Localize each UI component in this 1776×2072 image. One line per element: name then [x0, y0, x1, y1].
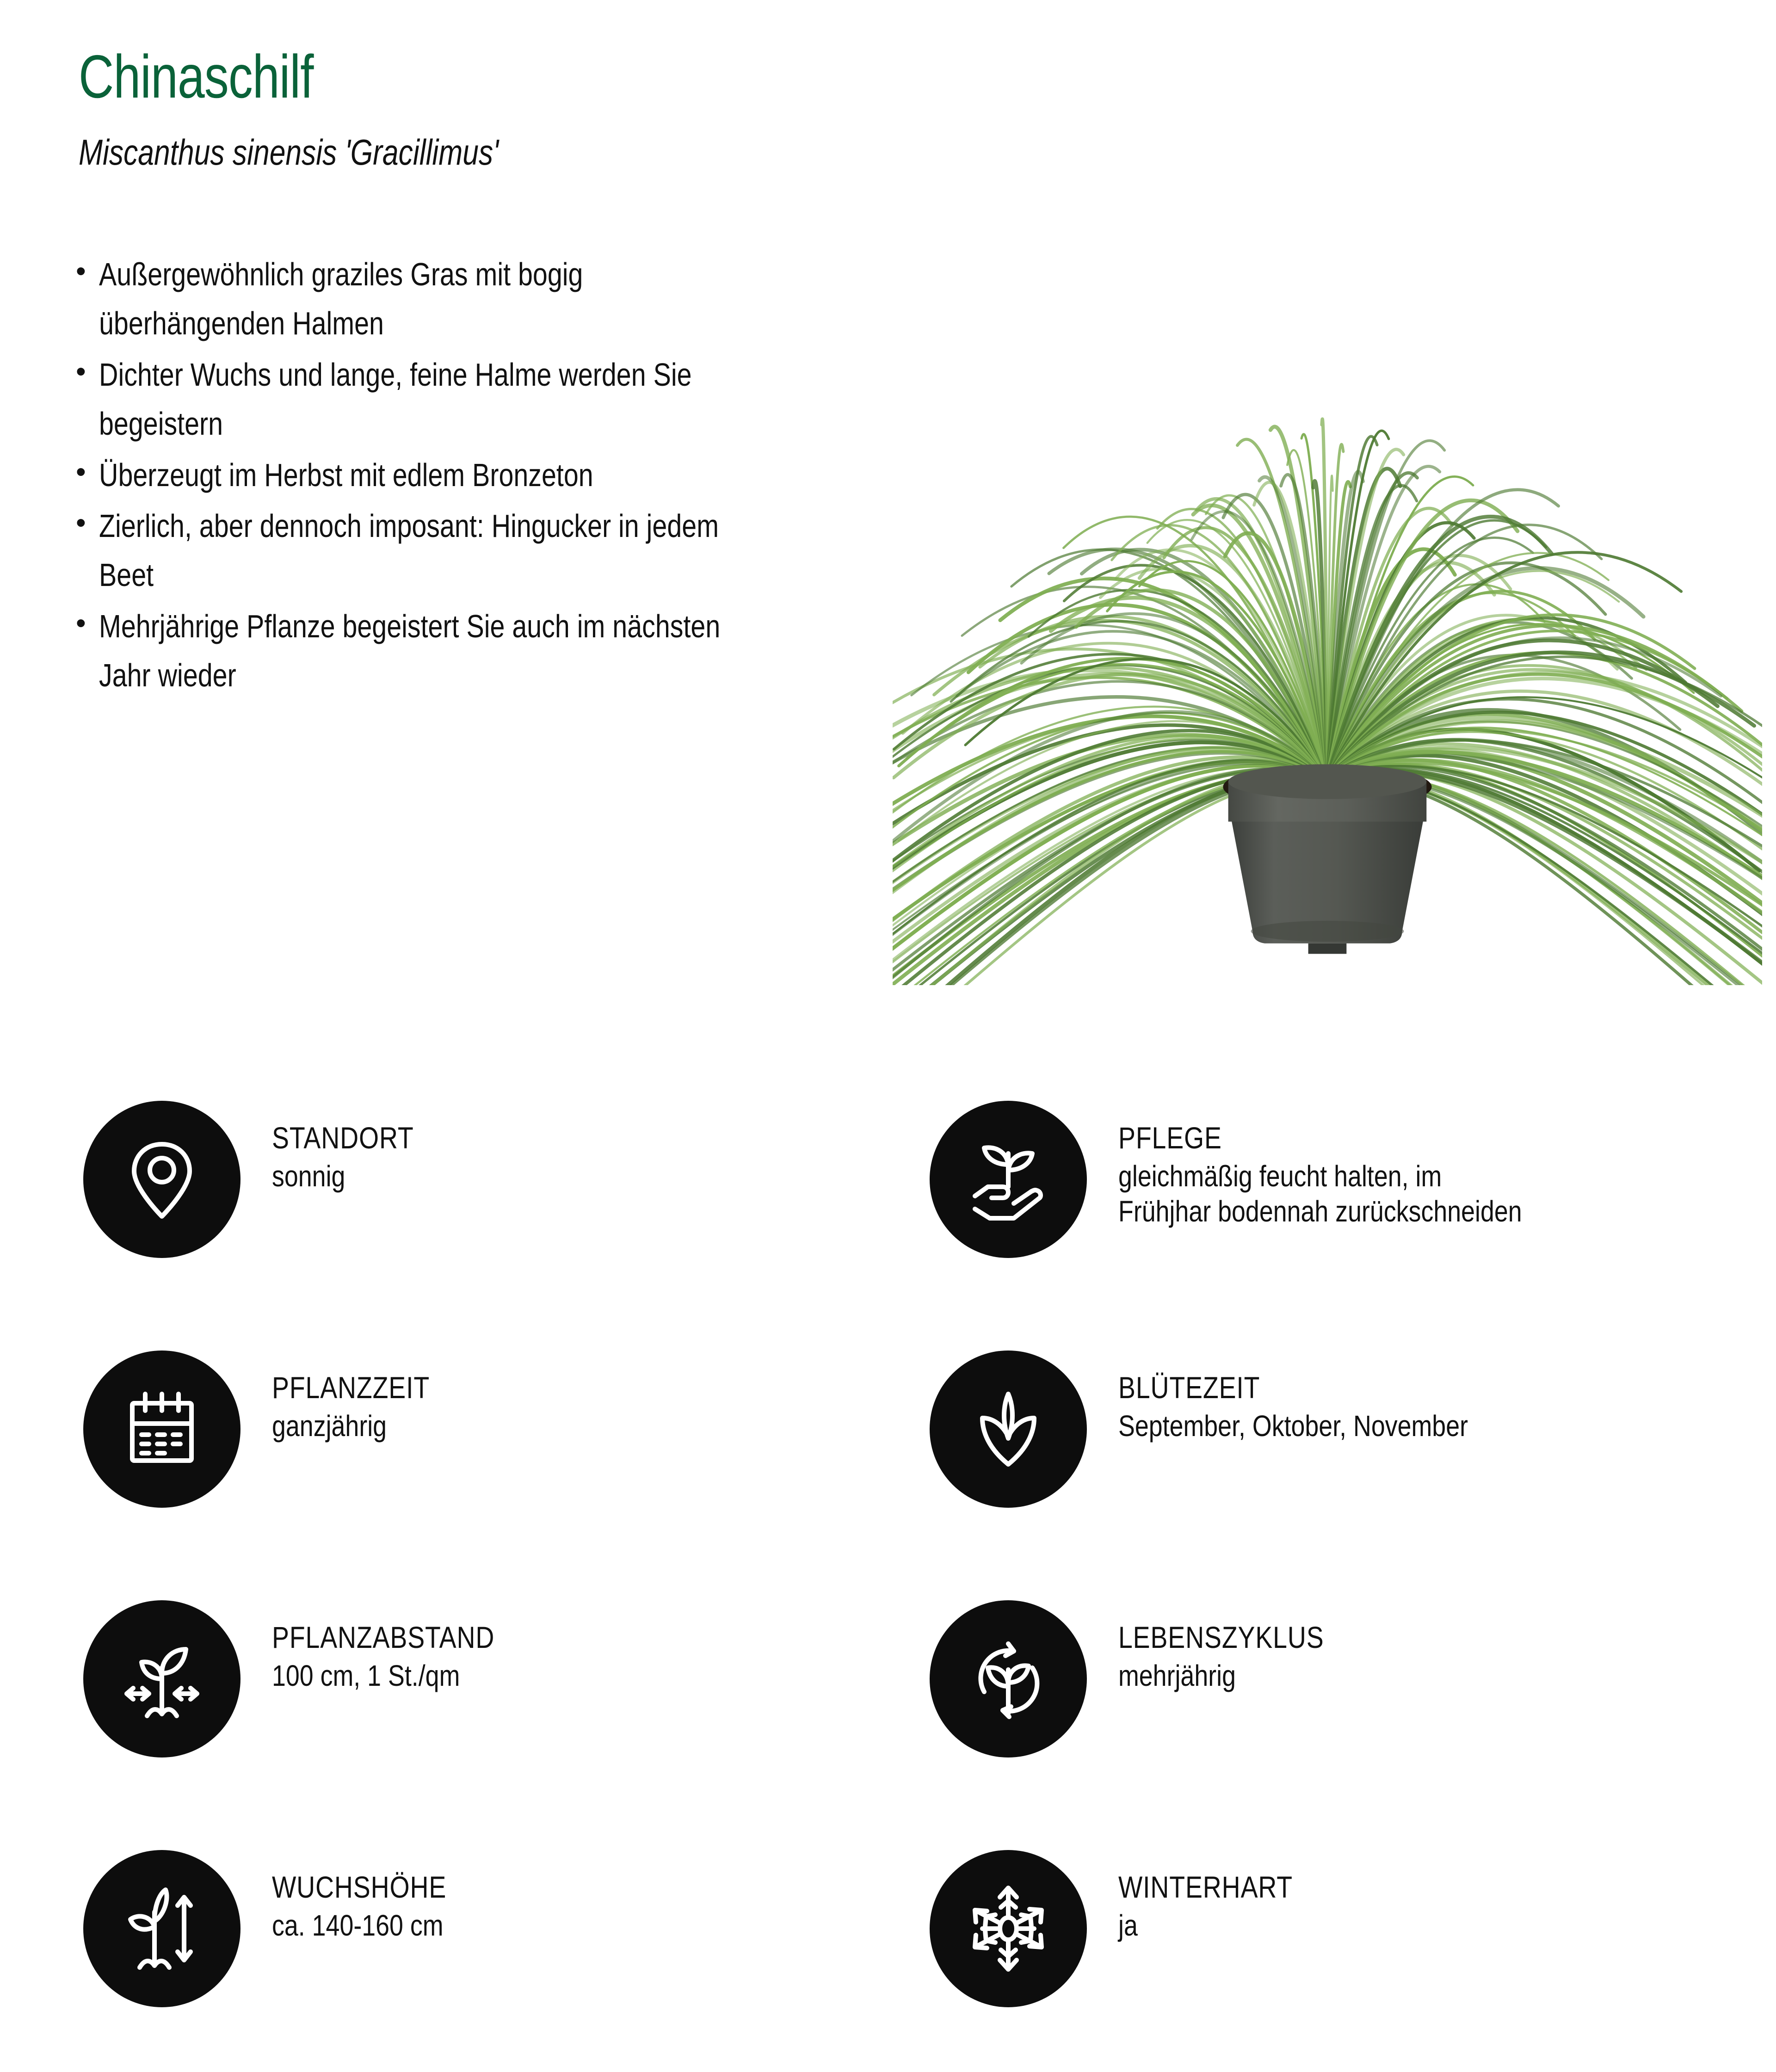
- feature-bullet-text: Überzeugt im Herbst mit edlem Bronzeton: [99, 456, 593, 493]
- attribute-value: [272, 1908, 766, 1943]
- attribute-label: WINTERHART: [1118, 1870, 1293, 1904]
- attribute-text: [272, 1850, 766, 1943]
- attribute-label: WUCHSHÖHE: [272, 1870, 447, 1904]
- sprout-in-hand-icon: [930, 1101, 1087, 1258]
- calendar-icon: [83, 1350, 240, 1508]
- feature-bullet-text: Mehrjährige Pflanze begeistert Sie auch im nächsten Jahr wieder: [99, 608, 721, 694]
- attribute-item-standort: [83, 1101, 860, 1258]
- feature-bullet-text: Außergewöhnlich graziles Gras mit bogig überhängenden Halmen: [99, 256, 583, 342]
- attribute-value-line: September, Oktober, November: [1118, 1409, 1468, 1443]
- attribute-value: [272, 1658, 766, 1694]
- attribute-item-wuchshöhe: [83, 1850, 860, 2007]
- attribute-label: PFLANZZEIT: [272, 1370, 430, 1405]
- bullet-marker-icon: •: [76, 355, 86, 388]
- attribute-value: [272, 1159, 766, 1194]
- attribute-value-line: sonnig: [272, 1159, 345, 1193]
- attribute-value: [1118, 1159, 1659, 1230]
- attribute-label: PFLEGE: [1118, 1121, 1222, 1155]
- feature-bullet-text: Dichter Wuchs und lange, feine Halme werden Sie begeistern: [99, 356, 692, 442]
- attribute-value: [1118, 1908, 1659, 1943]
- attribute-value-line: mehrjährig: [1118, 1659, 1236, 1692]
- feature-bullet-list: [69, 250, 883, 702]
- attribute-item-pflanzzeit: [83, 1350, 860, 1508]
- attribute-value-line: gleichmäßig feucht halten, im: [1118, 1159, 1442, 1193]
- plant-height-icon: [83, 1850, 240, 2007]
- attribute-value-line: Frühjhar bodennah zurückschneiden: [1118, 1195, 1522, 1228]
- attribute-value: [1118, 1658, 1659, 1694]
- attribute-value: [272, 1408, 766, 1444]
- feature-bullet-text: Zierlich, aber dennoch imposant: Hingucker in jedem Beet: [99, 507, 719, 593]
- attribute-value-line: ja: [1118, 1908, 1138, 1942]
- attribute-item-pflanzabstand: [83, 1600, 860, 1758]
- attribute-text: [272, 1101, 766, 1194]
- product-photo: [893, 116, 1762, 985]
- attribute-label: LEBENSZYKLUS: [1118, 1620, 1324, 1654]
- attribute-text: [1118, 1850, 1659, 1943]
- feature-bullet: [69, 450, 883, 500]
- botanical-name: Miscanthus sinensis 'Gracillimus': [79, 132, 499, 173]
- attribute-text: [1118, 1101, 1659, 1229]
- bullet-marker-icon: •: [76, 255, 86, 287]
- attribute-text: [272, 1350, 766, 1443]
- attribute-text: [1118, 1350, 1659, 1443]
- attribute-label: STANDORT: [272, 1121, 414, 1155]
- bullet-marker-icon: •: [76, 506, 86, 539]
- feature-bullet: [69, 602, 883, 700]
- life-cycle-icon: [930, 1600, 1087, 1758]
- feature-bullet: [69, 350, 883, 449]
- attribute-text: [272, 1600, 766, 1693]
- attribute-label: BLÜTEZEIT: [1118, 1370, 1260, 1405]
- attribute-item-winterhart: [930, 1850, 1762, 2007]
- attribute-item-pflege: [930, 1101, 1762, 1258]
- attribute-value-line: ca. 140-160 cm: [272, 1908, 444, 1942]
- attribute-grid: [0, 1101, 1776, 2072]
- snowflake-icon: [930, 1850, 1087, 2007]
- feature-bullet: [69, 250, 883, 348]
- attribute-item-blütezeit: [930, 1350, 1762, 1508]
- attribute-label: PFLANZABSTAND: [272, 1620, 495, 1654]
- product-header: [79, 43, 865, 173]
- attribute-value: [1118, 1408, 1659, 1444]
- feature-bullet: [69, 501, 883, 600]
- bullet-marker-icon: •: [76, 607, 86, 639]
- bullet-marker-icon: •: [76, 456, 86, 488]
- location-pin-icon: [83, 1101, 240, 1258]
- page-title: Chinaschilf: [79, 43, 314, 111]
- bloom-flower-icon: [930, 1350, 1087, 1508]
- attribute-value-line: ganzjährig: [272, 1409, 387, 1443]
- attribute-value-line: 100 cm, 1 St./qm: [272, 1659, 460, 1692]
- plant-spacing-icon: [83, 1600, 240, 1758]
- attribute-item-lebenszyklus: [930, 1600, 1762, 1758]
- attribute-text: [1118, 1600, 1659, 1693]
